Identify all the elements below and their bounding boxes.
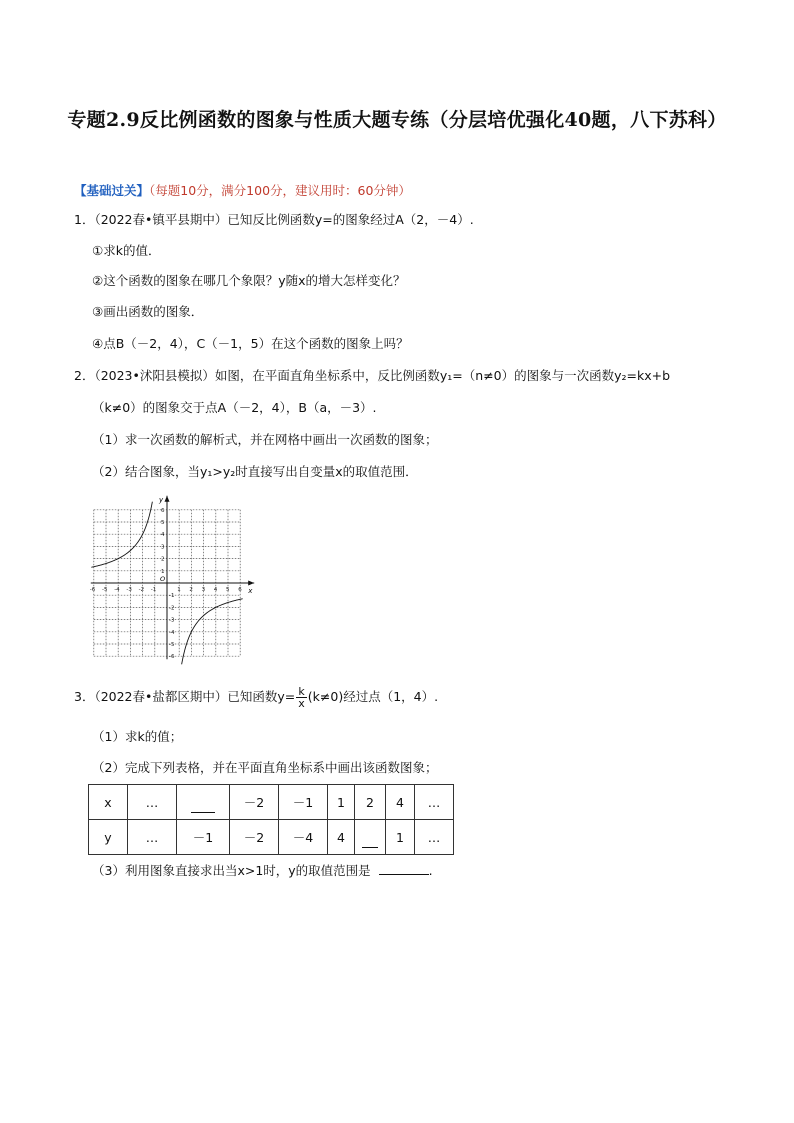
y-tick-label: 6 bbox=[161, 507, 165, 514]
table-cell: －4 bbox=[279, 820, 328, 855]
y-tick-label: -6 bbox=[169, 654, 175, 661]
q3-stem-post: (k≠0)经过点（1，4）. bbox=[307, 689, 439, 704]
y-tick-label: 4 bbox=[161, 532, 165, 539]
table-cell: … bbox=[128, 820, 177, 855]
q3-stem bbox=[74, 686, 438, 709]
table-cell: x bbox=[89, 785, 128, 820]
q3-part3-text: （3）利用图象直接求出当x>1时，y的取值范围是 bbox=[92, 863, 371, 878]
x-tick-label: -1 bbox=[150, 587, 157, 593]
q3-frac-num: k bbox=[296, 686, 307, 698]
section-header bbox=[74, 181, 411, 199]
q2-stem-cont: （k≠0）的图象交于点A（－2，4），B（a，－3）. bbox=[92, 400, 377, 415]
coordinate-grid-figure bbox=[88, 492, 268, 672]
q3-part3-end: . bbox=[428, 863, 433, 878]
q3-part3 bbox=[92, 862, 433, 880]
section-label: 【基础过关】 bbox=[74, 183, 150, 198]
x-tick-label: -6 bbox=[89, 587, 96, 593]
table-cell: y bbox=[89, 820, 128, 855]
q1-part2: ②这个函数的图象在哪几个象限？y随x的增大怎样变化？ bbox=[92, 273, 406, 288]
x-axis-arrow bbox=[248, 581, 254, 586]
x-tick-label: -5 bbox=[102, 587, 108, 593]
q1-part1: ①求k的值． bbox=[92, 243, 161, 258]
table-cell: … bbox=[415, 785, 454, 820]
y-tick-label: 1 bbox=[161, 568, 165, 575]
q1-part3: ③画出函数的图象． bbox=[92, 304, 204, 319]
origin-label: O bbox=[160, 575, 166, 583]
table-cell: －1 bbox=[177, 820, 230, 855]
y-tick-label: -2 bbox=[169, 605, 175, 612]
q2-stem: 2．（2023•沭阳县模拟）如图，在平面直角坐标系中，反比例函数y₁=（n≠0）的图象与一次函数y₂=kx+b bbox=[74, 368, 671, 383]
answer-blank bbox=[362, 847, 378, 848]
table-cell: －2 bbox=[230, 785, 279, 820]
section-note: （每题10分，满分100分，建议用时：60分钟） bbox=[149, 183, 411, 198]
x-axis-label: x bbox=[248, 587, 253, 595]
q3-stem-pre: 3．（2022春•盐都区期中）已知函数y= bbox=[74, 689, 296, 704]
tick-labels bbox=[90, 508, 242, 660]
answer-blank bbox=[191, 812, 215, 813]
x-tick-label: 6 bbox=[238, 587, 242, 593]
table-row-x bbox=[89, 785, 454, 820]
x-tick-label: 5 bbox=[226, 587, 230, 593]
x-tick-label: 4 bbox=[213, 587, 218, 593]
table-cell: … bbox=[415, 820, 454, 855]
q3-fraction bbox=[296, 686, 307, 709]
table-cell: －1 bbox=[279, 785, 328, 820]
q3-part2: （2）完成下列表格，并在平面直角坐标系中画出该函数图象； bbox=[92, 760, 438, 775]
table-cell-blank bbox=[177, 785, 230, 820]
y-axis-arrow bbox=[165, 496, 170, 502]
y-tick-label: -3 bbox=[169, 617, 175, 624]
y-tick-label: 3 bbox=[161, 544, 165, 551]
table-cell: 4 bbox=[328, 820, 355, 855]
x-tick-label: -4 bbox=[114, 587, 120, 593]
y-tick-label: -1 bbox=[169, 593, 175, 600]
table-cell: 1 bbox=[328, 785, 355, 820]
q2-part1: （1）求一次函数的解析式，并在网格中画出一次函数的图象； bbox=[92, 432, 438, 447]
y-tick-label: 5 bbox=[161, 520, 165, 526]
x-tick-label: 3 bbox=[201, 587, 206, 593]
x-tick-label: 1 bbox=[177, 587, 181, 593]
table-cell: －2 bbox=[230, 820, 279, 855]
x-tick-label: -2 bbox=[138, 587, 145, 593]
q1-part4: ④点B（－2，4），C（－1，5）在这个函数的图象上吗？ bbox=[92, 336, 409, 351]
y-tick-label: -4 bbox=[169, 629, 175, 636]
table-cell: 1 bbox=[386, 820, 415, 855]
table-row-y bbox=[89, 820, 454, 855]
q2-part2: （2）结合图象，当y₁>y₂时直接写出自变量x的取值范围． bbox=[92, 464, 418, 479]
y-tick-label: 2 bbox=[161, 556, 165, 563]
x-tick-label: -3 bbox=[126, 587, 132, 593]
table-cell-blank bbox=[355, 820, 386, 855]
q3-frac-den: x bbox=[298, 697, 305, 710]
table-cell: 4 bbox=[386, 785, 415, 820]
page-title: 专题2.9反比例函数的图象与性质大题专练（分层培优强化40题，八下苏科） bbox=[67, 109, 727, 131]
y-tick-label: -5 bbox=[169, 642, 175, 648]
answer-blank bbox=[379, 874, 429, 875]
q3-part1: （1）求k的值； bbox=[92, 729, 183, 744]
table-cell: … bbox=[128, 785, 177, 820]
q1-stem: 1．（2022春•镇平县期中）已知反比例函数y=的图象经过A（2，－4）. bbox=[74, 212, 474, 227]
table-cell: 2 bbox=[355, 785, 386, 820]
y-axis-label: y bbox=[159, 495, 164, 504]
x-tick-label: 2 bbox=[189, 587, 193, 593]
values-table bbox=[88, 784, 454, 855]
